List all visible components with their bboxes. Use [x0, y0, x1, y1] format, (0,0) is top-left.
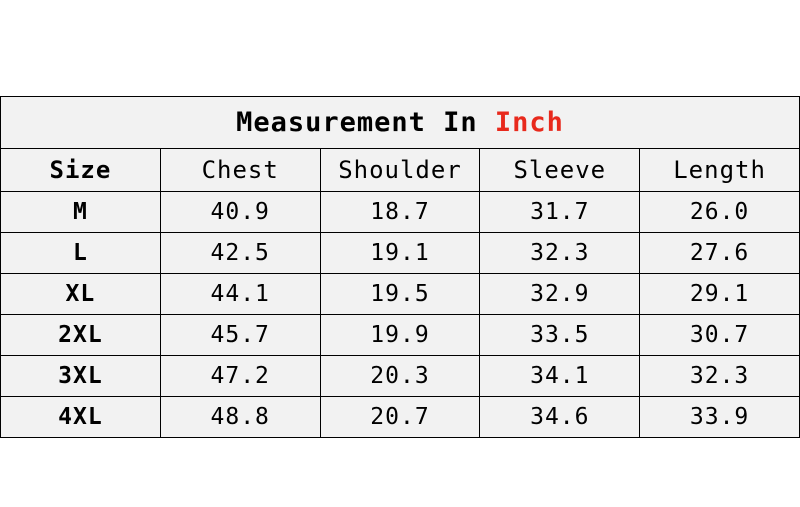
cell-length: 33.9 [640, 397, 800, 438]
cell-chest: 42.5 [160, 233, 320, 274]
cell-chest: 45.7 [160, 315, 320, 356]
cell-sleeve: 34.1 [480, 356, 640, 397]
cell-length: 30.7 [640, 315, 800, 356]
cell-chest: 47.2 [160, 356, 320, 397]
cell-size: M [1, 192, 161, 233]
chart-title-main: Measurement In [236, 106, 495, 138]
cell-size: 3XL [1, 356, 161, 397]
table-row [1, 274, 800, 315]
size-chart-table [0, 96, 800, 438]
cell-length: 27.6 [640, 233, 800, 274]
cell-sleeve: 32.3 [480, 233, 640, 274]
size-chart-container [0, 96, 800, 438]
cell-chest: 44.1 [160, 274, 320, 315]
cell-chest: 48.8 [160, 397, 320, 438]
column-header-size: Size [1, 149, 161, 192]
table-row [1, 356, 800, 397]
cell-chest: 40.9 [160, 192, 320, 233]
cell-shoulder: 18.7 [320, 192, 480, 233]
chart-title-accent: Inch [494, 106, 564, 138]
cell-length: 29.1 [640, 274, 800, 315]
chart-title [1, 97, 800, 149]
table-title-row [1, 97, 800, 149]
cell-shoulder: 19.1 [320, 233, 480, 274]
column-header-shoulder: Shoulder [320, 149, 480, 192]
cell-shoulder: 19.9 [320, 315, 480, 356]
cell-shoulder: 20.7 [320, 397, 480, 438]
table-header-row [1, 149, 800, 192]
cell-size: 4XL [1, 397, 161, 438]
column-header-sleeve: Sleeve [480, 149, 640, 192]
column-header-chest: Chest [160, 149, 320, 192]
cell-size: L [1, 233, 161, 274]
table-row [1, 397, 800, 438]
cell-shoulder: 20.3 [320, 356, 480, 397]
cell-size: XL [1, 274, 161, 315]
cell-sleeve: 32.9 [480, 274, 640, 315]
cell-shoulder: 19.5 [320, 274, 480, 315]
table-row [1, 315, 800, 356]
table-row [1, 233, 800, 274]
cell-sleeve: 31.7 [480, 192, 640, 233]
cell-sleeve: 34.6 [480, 397, 640, 438]
column-header-length: Length [640, 149, 800, 192]
cell-length: 32.3 [640, 356, 800, 397]
table-row [1, 192, 800, 233]
cell-size: 2XL [1, 315, 161, 356]
cell-sleeve: 33.5 [480, 315, 640, 356]
cell-length: 26.0 [640, 192, 800, 233]
